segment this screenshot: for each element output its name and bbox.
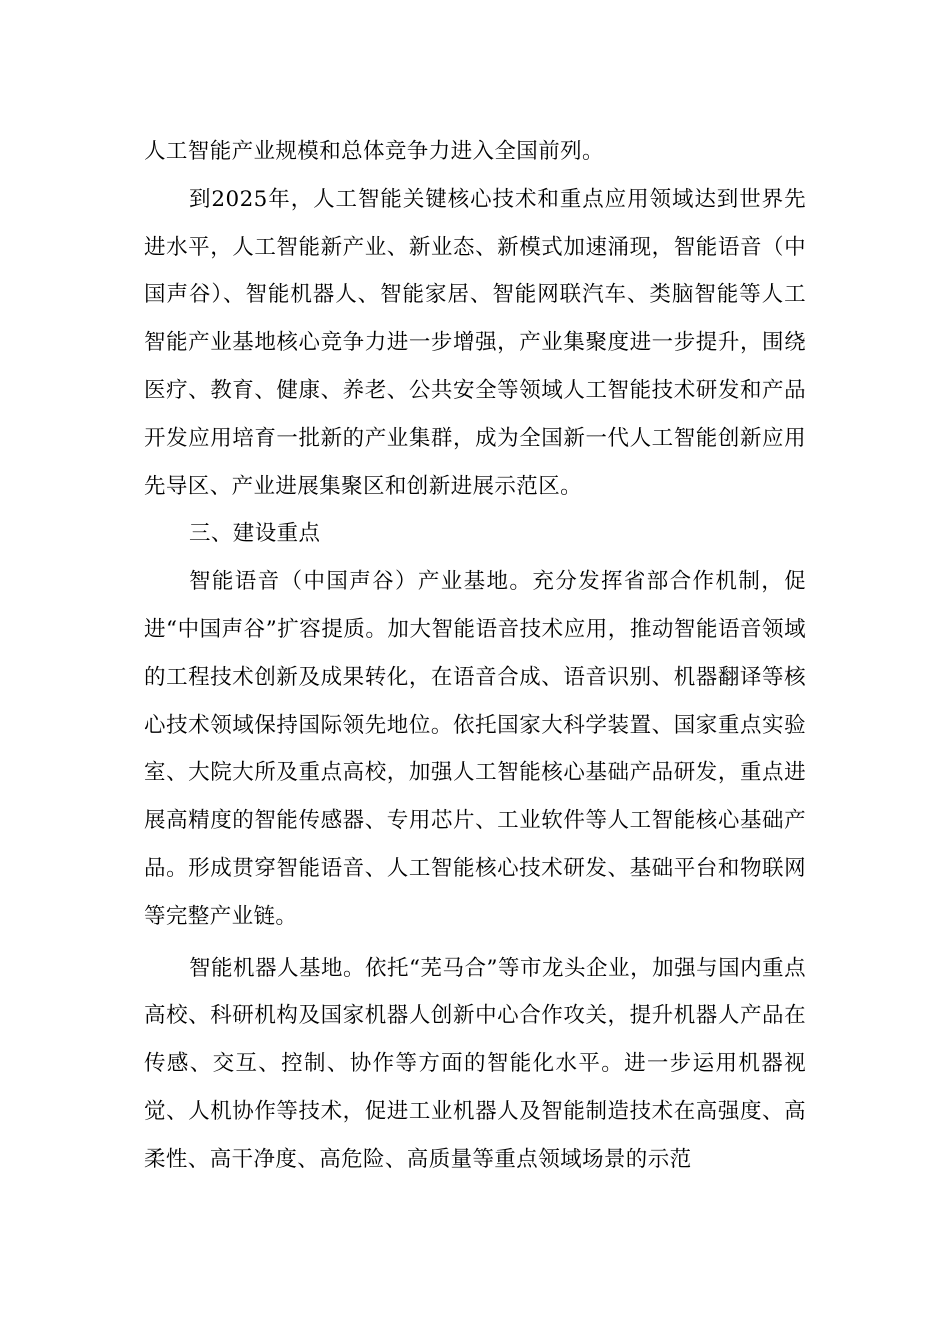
document-body [144,128,806,1184]
paragraph-smart-robot-base: 智能机器人基地。依托“芜马合”等市龙头企业，加强与国内重点高校、科研机构及国家机器人创新中心合作攻关，提升机器人产品在传感、交互、控制、协作等方面的智能化水平。进一步运用机器视觉、人机协作等技术，促进工业机器人及智能制造技术在高强度、高柔性、高干净度、高危险、高质量等重点领域场景的示范 [144,955,806,1172]
paragraph-smart-voice-base: 智能语音（中国声谷）产业基地。充分发挥省部合作机制，促进“中国声谷”扩容提质。加大智能语音技术应用，推动智能语音领域的工程技术创新及成果转化，在语音合成、语音识别、机器翻译等核心技术领域保持国际领先地位。依托国家大科学装置、国家重点实验室、大院大所及重点高校，加强人工智能核心基础产品研发，重点进展高精度的智能传感器、专用芯片、工业软件等人工智能核心基础产品。形成贯穿智能语音、人工智能核心技术研发、基础平台和物联网等完整产业链。 [144,569,806,929]
section-heading: 三、建设重点 [189,521,321,547]
paragraph-continuation: 人工智能产业规模和总体竞争力进入全国前列。 [144,139,604,164]
paragraph-2025-goals: 到2025年，人工智能关键核心技术和重点应用领域达到世界先进水平，人工智能新产业、新业态、新模式加速涌现，智能语音（中国声谷）、智能机器人、智能家居、智能网联汽车、类脑智能等人工智能产业基地核心竞争力进一步增强，产业集聚度进一步提升，围绕医疗、教育、健康、养老、公共安全等领域人工智能技术研发和产品开发应用培育一批新的产业集群，成为全国新一代人工智能创新应用先导区、产业进展集聚区和创新进展示范区。 [144,186,806,499]
